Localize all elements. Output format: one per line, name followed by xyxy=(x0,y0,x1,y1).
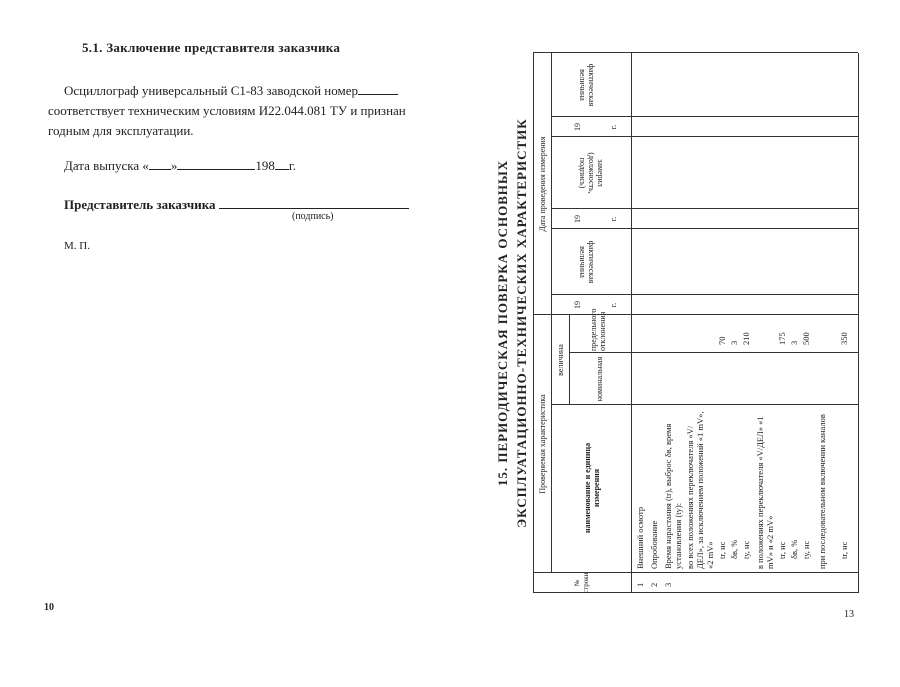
header-year-2 xyxy=(573,209,618,229)
year-blank xyxy=(275,158,289,170)
representative-line xyxy=(64,197,409,213)
sub1-value-1: 70 xyxy=(717,336,727,345)
header-row-no: № строки xyxy=(573,572,590,593)
representative-label: Представитель заказчика xyxy=(64,197,216,212)
sub1-item-1: tr, нс xyxy=(717,541,727,559)
col-sep-3 xyxy=(569,352,858,353)
sub1-title: во всех положениях переключателя «V/ДЕЛ», за исключением положений «1 mV», «2 mV» xyxy=(685,411,715,569)
sub2-item-2: δв, % xyxy=(789,539,799,559)
conclusion-line-2: соответствует техническим условиям И22.044.081 ТУ и признан xyxy=(48,103,406,118)
sub1-item-2: δв, % xyxy=(729,539,739,559)
col-sep-2 xyxy=(551,404,858,405)
date-year: 198 xyxy=(255,158,275,173)
page-number-right: 13 xyxy=(844,609,854,620)
sub3-item-1: tr, нс xyxy=(839,541,849,559)
sub2-value-2: 3 xyxy=(789,340,799,345)
sub2-value-1: 175 xyxy=(777,332,787,345)
header-max-deviation: предельного отклонения xyxy=(589,308,607,351)
year-1-suffix: г. xyxy=(609,302,618,308)
sub3-value-1: 350 xyxy=(839,332,849,345)
table-title-line-1: 15. ПЕРИОДИЧЕСКАЯ ПОВЕРКА ОСНОВНЫХ xyxy=(495,159,510,487)
year-3-suffix: г. xyxy=(609,124,618,130)
header-name-unit: наименование и единица измерения xyxy=(583,442,601,534)
verification-table xyxy=(533,53,858,593)
table-bottom-border xyxy=(858,53,859,593)
header-actual-1: фактическая величина xyxy=(578,240,596,284)
row-3-number: 3 xyxy=(663,582,673,587)
header-sep-2 xyxy=(569,315,570,405)
sub3-title: при последовательном включении каналов xyxy=(817,414,827,569)
table-right-border xyxy=(533,52,858,53)
header-checked-characteristic: Проверяемая характеристика xyxy=(538,394,547,494)
header-year-1 xyxy=(573,295,618,315)
row-1-number: 1 xyxy=(635,582,645,587)
header-year-3 xyxy=(573,117,618,137)
stamp-place: М. П. xyxy=(64,240,90,252)
header-date-group: Дата проведения измерения xyxy=(538,136,547,232)
table-top-border xyxy=(533,53,534,593)
page-number-left: 10 xyxy=(44,602,54,613)
conclusion-line-1-text: Осциллограф универсальный С1-83 заводской номер xyxy=(64,83,358,98)
sub2-value-3: 500 xyxy=(801,332,811,345)
signature-caption: (подпись) xyxy=(292,211,334,222)
sub2-item-1: tr, нс xyxy=(777,541,787,559)
serial-number-blank xyxy=(358,83,398,95)
verification-table-page xyxy=(493,53,858,593)
sub1-item-3: tу, нс xyxy=(741,540,751,559)
year-3-text: 19 xyxy=(573,123,582,131)
date-quote-close: » xyxy=(170,158,178,173)
year-1-text: 19 xyxy=(573,301,582,309)
row-2-text: Опробование xyxy=(649,520,659,569)
header-measured-1: замерил (должность, подпись) xyxy=(578,152,605,194)
row-2-number: 2 xyxy=(649,582,659,587)
header-actual-2: фактическая величина xyxy=(578,63,596,107)
table-title-line-2: ЭКСПЛУАТАЦИОННО-ТЕХНИЧЕСКИХ ХАРАКТЕРИСТИК xyxy=(514,118,529,528)
header-value: величина xyxy=(556,344,565,376)
year-2-text: 19 xyxy=(573,215,582,223)
header-sep-1 xyxy=(551,315,552,573)
year-2-suffix: г. xyxy=(609,216,618,222)
date-suffix: г. xyxy=(288,158,297,173)
header-bottom xyxy=(631,53,632,593)
sub2-item-3: tу, нс xyxy=(801,540,811,559)
month-blank xyxy=(177,158,255,170)
signature-blank xyxy=(219,197,409,209)
conclusion-title: 5.1. Заключение представителя заказчика xyxy=(82,40,341,55)
header-sep-date xyxy=(551,53,552,315)
release-date-line xyxy=(64,158,296,174)
sub1-value-3: 210 xyxy=(741,332,751,345)
sub1-value-2: 3 xyxy=(729,340,739,345)
day-blank xyxy=(149,158,171,170)
row-3-text: Время нарастания (tr), выброс δв, время установления (tу): xyxy=(663,423,683,569)
date-label: Дата выпуска « xyxy=(64,158,149,173)
sub2-title: в положениях переключателя «V/ДЕЛ» «1 mV» и «2 mV» xyxy=(755,416,775,569)
conclusion-line-1 xyxy=(64,83,398,99)
row-1-text: Внешний осмотр xyxy=(635,506,645,569)
conclusion-line-3: годным для эксплуатации. xyxy=(48,123,194,138)
header-nominal: номинальная xyxy=(595,356,604,402)
